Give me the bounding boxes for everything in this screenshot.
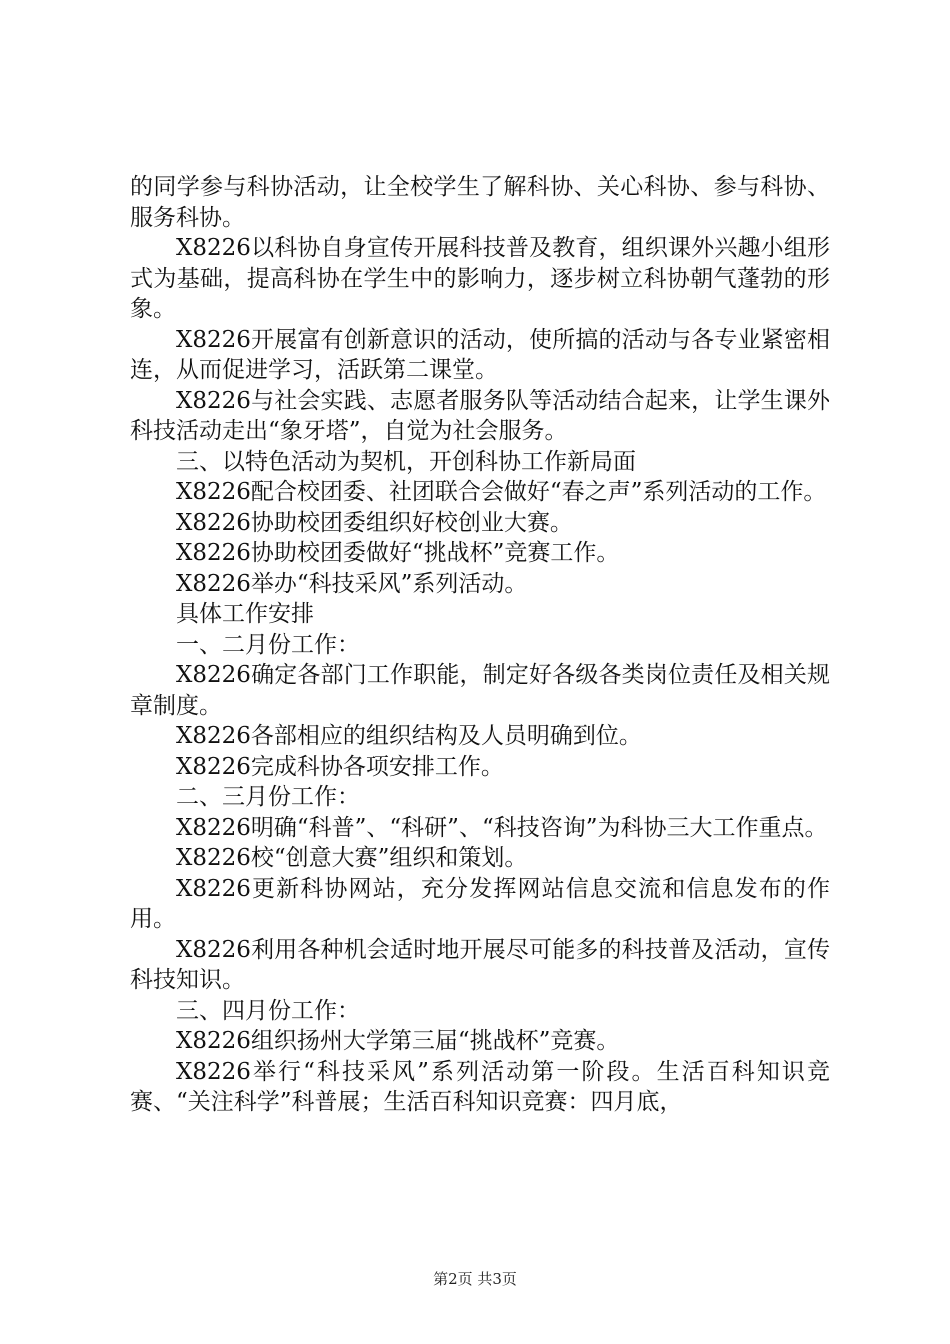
paragraph: 三、以特色活动为契机，开创科协工作新局面 [176, 448, 636, 475]
paragraph: X8226组织扬州大学第三届“挑战杯”竞赛。 [176, 1028, 620, 1054]
paragraph: X8226开展富有创新意识的活动，使所搞的活动与各专业紧密相连，从而促进学习，活跃第二课堂。 [130, 326, 830, 383]
paragraph: X8226明确“科普”、“科研”、“科技咨询”为科协三大工作重点。 [176, 814, 828, 841]
paragraph: X8226利用各种机会适时地开展尽可能多的科技普及活动，宣传科技知识。 [130, 936, 830, 993]
paragraph: 具体工作安排 [176, 601, 314, 627]
paragraph: X8226协助校团委做好“挑战杯”竞赛工作。 [176, 540, 620, 566]
paragraph: X8226完成科协各项安排工作。 [176, 753, 504, 780]
paragraph: X8226配合校团委、社团联合会做好“春之声”系列活动的工作。 [176, 479, 827, 505]
paragraph: X8226举行“科技采风”系列活动第一阶段。生活百科知识竞赛、“关注科学”科普展；生活百科知识竞赛：四月底， [130, 1058, 830, 1115]
paragraph: X8226更新科协网站，充分发挥网站信息交流和信息发布的作用。 [130, 875, 830, 932]
paragraph: X8226校“创意大赛”组织和策划。 [176, 845, 528, 871]
document-body [130, 172, 830, 1118]
paragraph: 一、二月份工作： [176, 631, 360, 658]
paragraph: X8226以科协自身宣传开展科技普及教育，组织课外兴趣小组形式为基础，提高科协在学生中的影响力，逐步树立科协朝气蓬勃的形象。 [130, 235, 830, 322]
paragraph: X8226与社会实践、志愿者服务队等活动结合起来，让学生课外科技活动走出“象牙塔”，自觉为社会服务。 [130, 387, 830, 444]
page-footer: 第2页 共3页 [433, 1270, 517, 1288]
paragraph: 的同学参与科协活动，让全校学生了解科协、关心科协、参与科协、服务科协。 [130, 174, 830, 231]
paragraph: X8226确定各部门工作职能，制定好各级各类岗位责任及相关规章制度。 [130, 662, 830, 719]
paragraph: 三、四月份工作： [176, 997, 360, 1024]
paragraph: 二、三月份工作： [176, 784, 360, 810]
paragraph: X8226协助校团委组织好校创业大赛。 [176, 509, 573, 536]
paragraph: X8226各部相应的组织结构及人员明确到位。 [176, 723, 642, 749]
paragraph: X8226举办“科技采风”系列活动。 [176, 570, 528, 597]
